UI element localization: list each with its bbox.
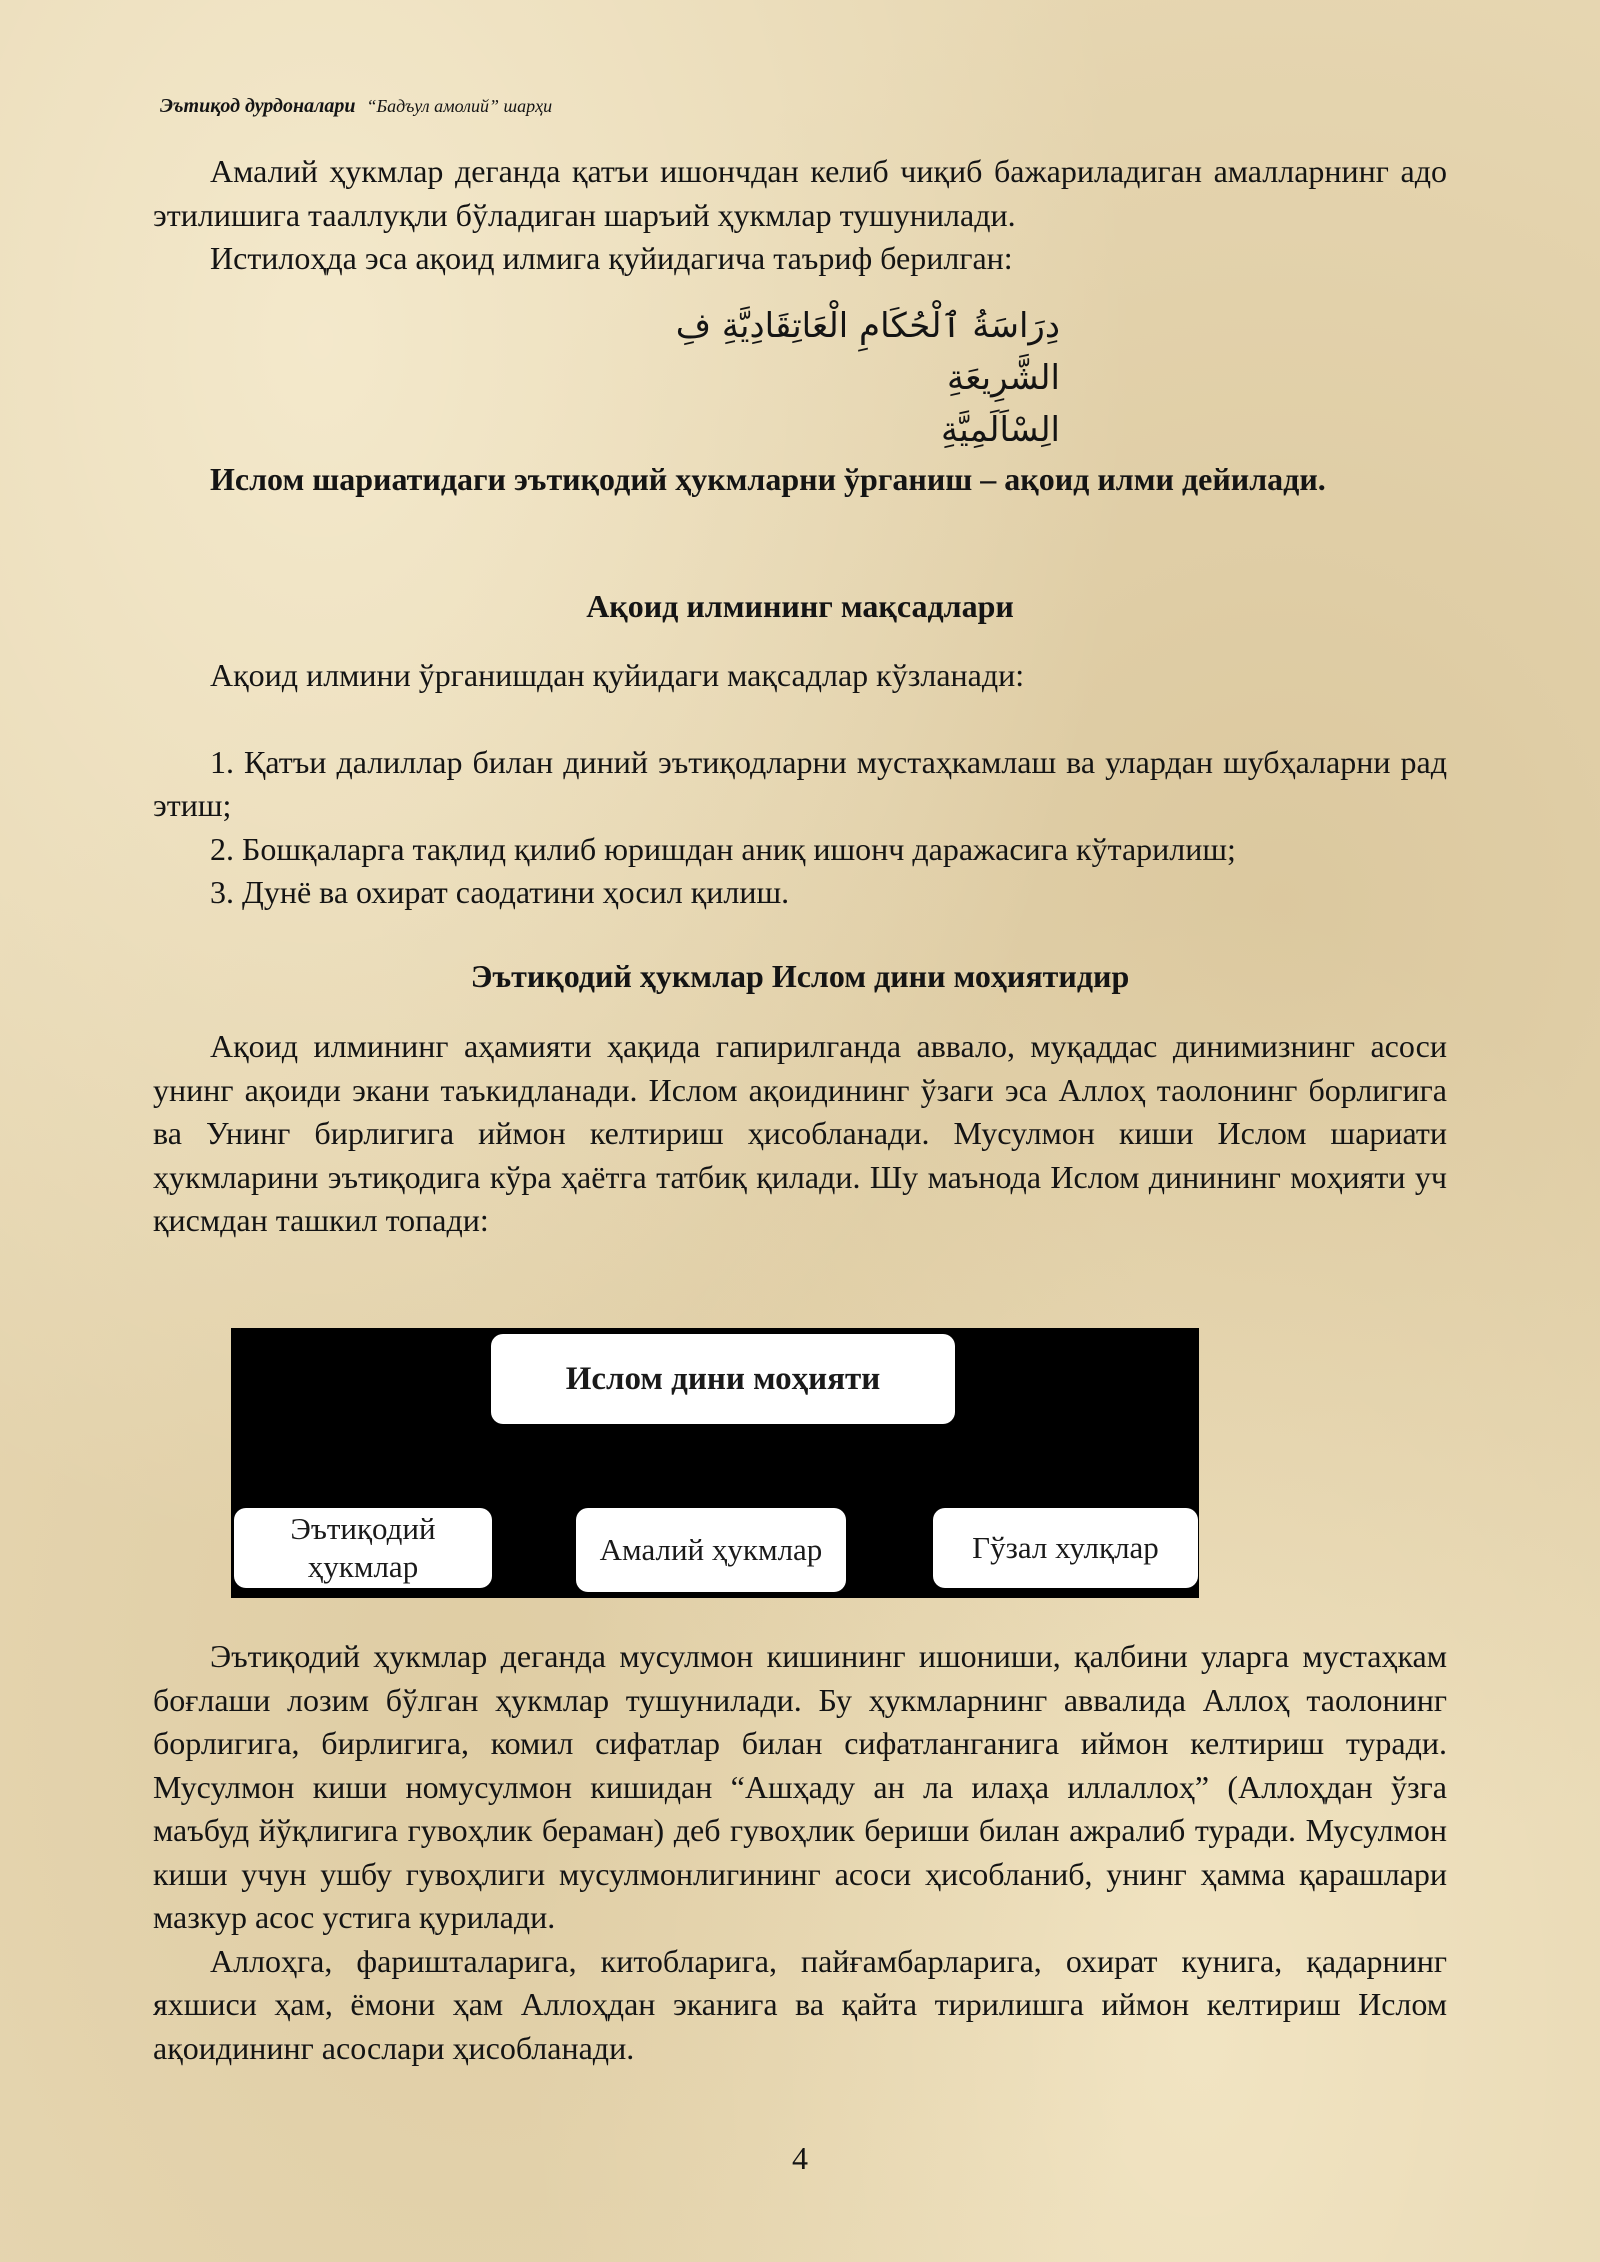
section-heading-goals: Ақоид илмининг мақсадлари xyxy=(586,588,1014,624)
intro-paragraph-2: Истилоҳда эса ақоид илмига қуйидагича таъриф берилган: xyxy=(210,240,1013,276)
running-header xyxy=(160,95,552,118)
intro-section xyxy=(153,150,1447,281)
diagram-box-beliefs: Эътиқодий ҳукмлар xyxy=(234,1508,492,1588)
essence-diagram xyxy=(231,1328,1199,1598)
arabic-line-2: الِسْاَلَمِيَّةِ xyxy=(941,410,1060,450)
diagram-box-practices: Амалий ҳукмлар xyxy=(576,1508,846,1592)
section-heading-essence: Эътиқодий ҳукмлар Ислом дини моҳиятидир xyxy=(470,958,1130,994)
diagram-top-box: Ислом дини моҳияти xyxy=(491,1334,955,1424)
goals-intro: Ақоид илмини ўрганишдан қуйидаги мақсадлар кўзланади: xyxy=(210,657,1025,693)
header-subtitle: “Бадъул амолий” шарҳи xyxy=(366,96,553,116)
page-number: 4 xyxy=(792,2140,808,2176)
beliefs-paragraph-1: Эътиқодий ҳукмлар деганда мусулмон кишининг ишониши, қалбини уларга мустаҳкам боғлаши лозим бўлган ҳукмлар тушунилади. Бу ҳукмларнинг аввалида Аллоҳ таолонинг борлигига, бирлигига, комил сифатлар билан сифатланганига иймон келтириш туради. Мусулмон киши номусулмон кишидан “Ашҳаду ан ла илаҳа иллаллоҳ” (Аллоҳдан ўзга маъбуд йўқлигига гувоҳлик бераман) деб гувоҳлик бериши билан ажралиб туради. Мусулмон киши учун ушбу гувоҳлиги мусулмонлигининг асоси ҳисобланиб, унинг ҳамма қарашлари мазкур асос устига қурилади. xyxy=(153,1638,1447,1935)
beliefs-paragraph-2: Аллоҳга, фаришталарига, китобларига, пайғамбарларига, охират кунига, қадарнинг яхшиси ҳам, ёмони ҳам Аллоҳдан эканига ва қайта тирилишга иймон келтириш Ислом ақоидининг асослари ҳисобланади. xyxy=(153,1942,1447,2066)
arabic-line-1: دِرَاسَةُ ٱلْحُكَامِ الْعَاتِقَادِيَّةِ فِ الشَّرِيعَةِ xyxy=(675,306,1060,398)
spacer xyxy=(153,698,1447,741)
essence-section xyxy=(153,1025,1447,1243)
intro-paragraph-1: Амалий ҳукмлар деганда қатъи ишончдан келиб чиқиб бажариладиган амалларнинг адо этилишига тааллуқли бўладиган шаръий ҳукмлар тушунилади. xyxy=(153,153,1447,233)
essence-paragraph: Ақоид илмининг аҳамияти ҳақида гапирилганда аввало, муқаддас динимизнинг асоси унинг ақоиди экани таъкидланади. Ислом ақоидининг ўзаги эса Аллоҳ таолонинг борлигига ва Унинг бирлигига иймон келтириш ҳисобланади. Мусулмон киши Ислом шариати ҳукмларини эътиқодига кўра ҳаётга татбиқ қилади. Шу маънода Ислом динининг моҳияти уч қисмдан ташкил топади: xyxy=(153,1028,1447,1238)
diagram-box-morals: Гўзал хулқлар xyxy=(933,1508,1198,1588)
goals-section xyxy=(153,654,1447,915)
header-title: Эътиқод дурдоналари xyxy=(160,95,356,117)
beliefs-section xyxy=(153,1635,1447,2070)
goal-item-2: 2. Бошқаларга тақлид қилиб юришдан аниқ ишонч даражасига кўтарилиш; xyxy=(210,830,1236,867)
arabic-quote xyxy=(560,300,1060,456)
definition-paragraph: Ислом шариатидаги эътиқодий ҳукмларни ўрганиш – ақоид илми дейилади. xyxy=(210,461,1326,497)
goal-item-3: 3. Дунё ва охират саодатини ҳосил қилиш. xyxy=(210,874,790,910)
goal-item-1: 1. Қатъи далиллар билан диний эътиқодларни мустаҳкамлаш ва улардан шубҳаларни рад этиш; xyxy=(153,743,1447,823)
